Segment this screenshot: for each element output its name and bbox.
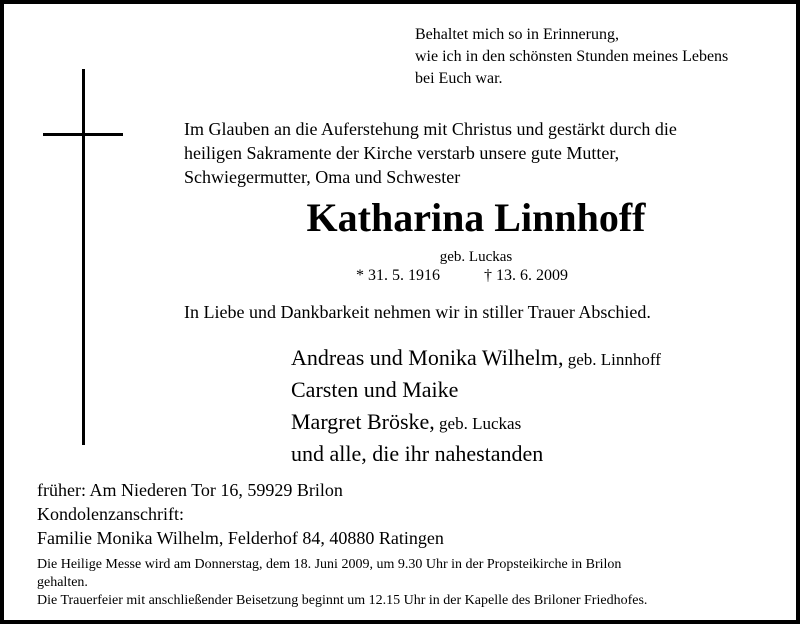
- farewell-line: In Liebe und Dankbarkeit nehmen wir in stiller Trauer Abschied.: [184, 302, 651, 322]
- intro-line: Im Glauben an die Auferstehung mit Christus und gestärkt durch die: [184, 119, 677, 139]
- service-notes: [37, 556, 647, 610]
- maiden-name: geb. Luckas: [439, 249, 513, 265]
- mourner-name: Carsten und Maike: [291, 377, 459, 402]
- condolence-address: Familie Monika Wilhelm, Felderhof 84, 40880 Ratingen: [37, 528, 444, 548]
- mourner-note: geb. Luckas: [434, 414, 522, 433]
- mourner-name: Andreas und Monika Wilhelm,: [291, 345, 564, 370]
- condolence-label: Kondolenzanschrift:: [37, 504, 184, 524]
- intro-line: Schwiegermutter, Oma und Schwester: [184, 167, 461, 187]
- former-address: früher: Am Niederen Tor 16, 59929 Brilon: [37, 480, 343, 500]
- mourner-entry: [291, 407, 661, 439]
- service-note-line: Die Trauerfeier mit anschließender Beisetzung beginnt um 12.15 Uhr in der Kapelle des Briloner Friedhofes.: [37, 593, 648, 608]
- mourner-name: Margret Bröske,: [291, 409, 435, 434]
- mourner-entry: [291, 439, 661, 471]
- service-note-line: Die Heilige Messe wird am Donnerstag, dem 18. Juni 2009, um 9.30 Uhr in der Propsteikirche in Brilon: [37, 557, 622, 572]
- mourners-list: [291, 343, 661, 471]
- memorial-quote: [415, 24, 728, 90]
- deceased-name: Katharina Linnhoff: [306, 195, 646, 240]
- birth-date: * 31. 5. 1916: [356, 267, 440, 284]
- mourner-name: und alle, die ihr nahestanden: [291, 441, 544, 466]
- intro-text: [184, 117, 677, 189]
- quote-line: wie ich in den schönsten Stunden meines Lebens: [415, 48, 729, 65]
- mourner-entry: [291, 375, 661, 407]
- mourner-entry: [291, 343, 661, 375]
- address-block: [37, 478, 444, 550]
- cross-horizontal-bar: [43, 133, 123, 136]
- quote-line: Behaltet mich so in Erinnerung,: [415, 26, 619, 43]
- intro-line: heiligen Sakramente der Kirche verstarb unsere gute Mutter,: [184, 143, 620, 163]
- mourner-note: geb. Linnhoff: [563, 350, 661, 369]
- quote-line: bei Euch war.: [415, 70, 503, 87]
- service-note-line: gehalten.: [37, 575, 88, 590]
- life-dates: [356, 266, 568, 286]
- death-date: † 13. 6. 2009: [484, 267, 568, 284]
